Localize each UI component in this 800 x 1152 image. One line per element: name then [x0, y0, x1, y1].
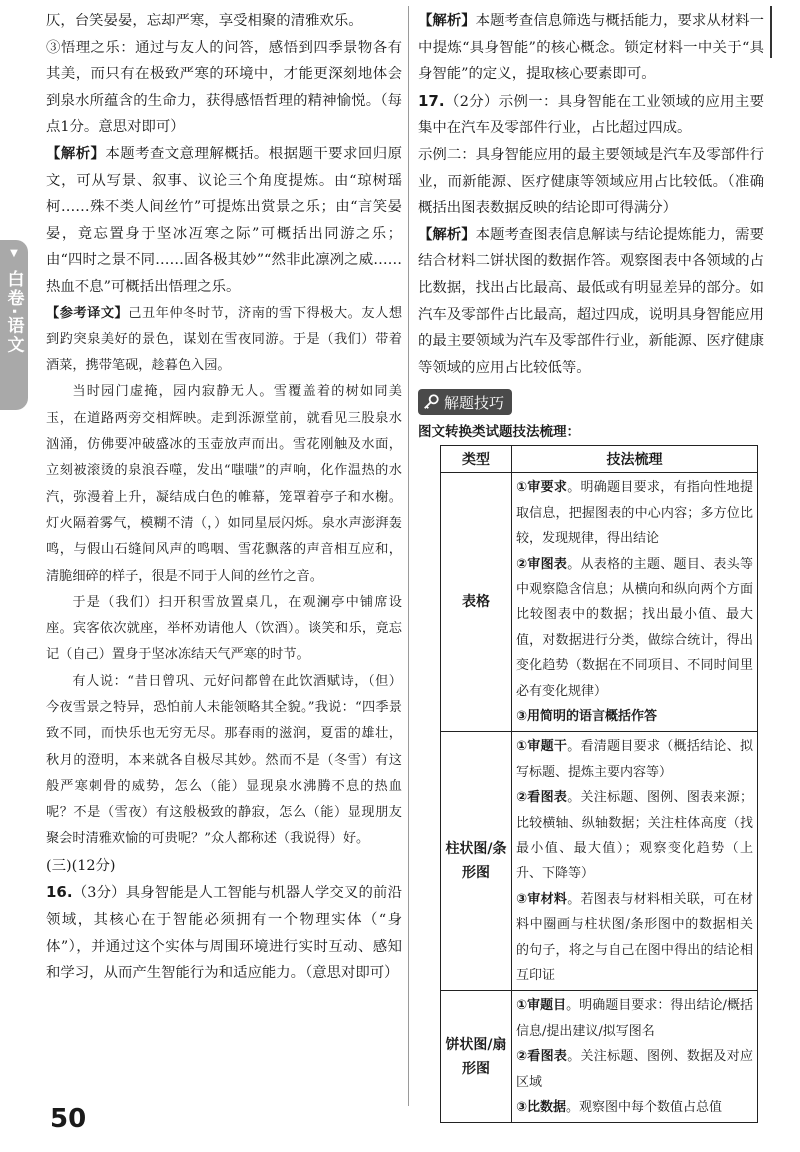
- left-column: [46, 8, 402, 987]
- question-number: 16.: [46, 883, 73, 902]
- table-title: 图文转换类试题技法梳理：: [418, 424, 580, 441]
- question-16-text: （3分）具身智能是人工智能与机器人学交叉的前沿领域，其核心在于智能必须拥有一个物理实体（“身体”），并通过这个实体与周围环境进行实时互动、感知和学习，从而产生智能行为和适应能力。（意思对即可）: [46, 885, 402, 982]
- row-item: [516, 1095, 753, 1120]
- item-key: ③用简明的语言概括作答: [516, 708, 658, 724]
- item-key: ③审材料: [516, 891, 568, 907]
- row-item: [516, 704, 753, 729]
- item-text: 。明确题目要求，有指向性地提取信息，把握图表的中心内容；多方位比较，发现规律，得出结论: [516, 480, 753, 547]
- key-icon: [422, 393, 440, 411]
- row-item: [516, 1044, 753, 1095]
- section-heading: (三)(12分): [46, 857, 116, 874]
- analysis-label: 【解析】: [418, 13, 476, 29]
- item-text: 。明确题目要求：得出结论/概括信息/提出建议/拟写图名: [516, 998, 753, 1039]
- question-number: 17.: [418, 91, 445, 110]
- analysis-15: [46, 141, 402, 301]
- tips-label: 解题技巧: [444, 393, 505, 412]
- translation-label: 【参考译文】: [46, 305, 129, 321]
- table-row: [441, 732, 758, 991]
- question-17-example-1: （2分）示例一：具身智能在工业领域的应用主要集中在汽车及零部件行业，占比超过四成。: [418, 93, 764, 137]
- table-row: [441, 991, 758, 1123]
- item-text: 。关注标题、图例、数据及对应区域: [516, 1049, 753, 1090]
- translation-paragraph: 有人说：“昔日曾巩、元好问都曾在此饮酒赋诗，（但）今夜雪景之特异，恐怕前人未能领略其全貌。”我说：“四季景致不同，而快乐也无穷无尽。那春雨的滋润，夏雷的雄壮，秋月的澄明，本来就各自极尽其妙。然而不是（冬雪）有这般严寒刺骨的威势，怎么（能）显现泉水沸腾不息的热血呢？不是（雪夜）有这般极致的静寂，怎么（能）显现朋友聚会时清雅欢愉的可贵呢？”众人都称述（我说得）好。: [46, 673, 402, 847]
- item-key: ③比数据: [516, 1100, 567, 1116]
- side-tab: [0, 240, 28, 410]
- translation-first: 己丑年仲冬时节，济南的雪下得极大。友人想到趵突泉美好的景色，谋划在雪夜同游。于是（我们）带着酒菜，携带笔砚，趁暮色入园。: [46, 305, 403, 374]
- analysis-17-text: 本题考查图表信息解读与结论提炼能力，需要结合材料二饼状图的数据作答。观察图表中各领域的占比数据，找出占比最高、最低或有明显差异的部分。如汽车及零部件占比最高，超过四成，说明具身智能应用的最主要领域为汽车及零部件行业，新能源、医疗健康等领域的应用占比较低等。: [418, 226, 764, 376]
- analysis-16: [418, 8, 764, 88]
- translation-paragraph: 当时园门虚掩，园内寂静无人。雪覆盖着的树如同美玉，在道路两旁交相辉映。走到泺源堂前，就看见三股泉水汹涌，仿佛要冲破盛冰的玉壶放声而出。雪花刚触及水面，立刻被滚烫的泉浪吞噬，发出“嗤嗤”的声响，化作温热的水汽，弥漫着上升，凝结成白色的帷幕，笼罩着亭子和水榭。灯火隔着雾气，模糊不清（，）如同星辰闪烁。泉水声澎湃轰鸣，与假山石缝间风声的鸣咽、雪花飘落的声音相互应和，清脆细碎的样子，很是不同于人间的丝竹之音。: [46, 384, 402, 584]
- row-item: [516, 552, 753, 704]
- row-content: [512, 991, 758, 1123]
- header-type: 类型: [441, 446, 512, 473]
- question-16: [46, 879, 402, 986]
- side-tab-arrow-icon: ▼: [10, 248, 18, 259]
- top-right-rule: [770, 6, 772, 58]
- question-17-example-2: 示例二：具身智能应用的最主要领域是汽车及零部件行业，而新能源、医疗健康等领域应用占比较低。（准确概括出图表数据反映的结论即可得满分）: [418, 146, 764, 217]
- item-key: ①审要求: [516, 480, 568, 496]
- translation-intro: [46, 301, 402, 380]
- analysis-label: 【解析】: [46, 145, 106, 162]
- item-key: ②看图表: [516, 1049, 568, 1065]
- tips-header: [418, 389, 764, 415]
- row-item: [516, 475, 753, 551]
- analysis-16-text: 本题考查信息筛选与概括能力，要求从材料一中提炼“具身智能”的核心概念。锁定材料一中关于“具身智能”的定义，提取核心要素即可。: [418, 13, 764, 83]
- techniques-table: [440, 445, 758, 1123]
- row-item: [516, 734, 753, 785]
- item-text: 。从表格的主题、题目、表头等中观察隐含信息；从横向和纵向两个方面比较图表中的数据；找出最小值、最大值，对数据进行分类，做综合统计，得出变化趋势（数据在不同项目、不同时间里必有变化规律）: [516, 556, 753, 699]
- item-text: 。观察图中每个数值占总值: [566, 1100, 723, 1116]
- question-17: [418, 88, 764, 142]
- header-technique: 技法梳理: [512, 446, 758, 473]
- row-type: 柱状图/条形图: [441, 732, 512, 991]
- side-tab-label: 白卷·语文: [3, 270, 24, 355]
- right-column: [418, 8, 764, 1123]
- row-content: [512, 732, 758, 991]
- row-item: [516, 887, 753, 989]
- analysis-text: 本题考查文意理解概括。根据题干要求回归原文，可从写景、叙事、议论三个角度提炼。由“琼树瑶柯……殊不类人间丝竹”可提炼出赏景之乐；由“言笑晏晏，竟忘置身于坚冰冱寒之际”可概括出同游之乐；由“四时之景不同……固各极其妙”“然非此凛冽之威……热血不息”可概括出悟理之乐。: [46, 145, 402, 295]
- row-type: 饼状图/扇形图: [441, 991, 512, 1123]
- analysis-17: [418, 222, 764, 382]
- row-content: [512, 473, 758, 732]
- tips-badge: [418, 389, 512, 415]
- item-text: 。看清题目要求（概括结论、拟写标题、提炼主要内容等）: [516, 739, 753, 780]
- item-key: ①审题干: [516, 739, 568, 755]
- column-divider: [408, 6, 409, 1106]
- answer-line: 仄，台笑晏晏，忘却严寒，享受相聚的清雅欢乐。: [46, 13, 363, 29]
- table-header-row: [441, 446, 758, 473]
- row-item: [516, 993, 753, 1044]
- translation-paragraph: 于是（我们）扫开积雪放置桌几，在观澜亭中铺席设座。宾客依次就座，举杯劝请他人（饮酒）。谈笑和乐，竟忘记（自己）置身于坚冰冻结天气严寒的时节。: [46, 594, 402, 663]
- table-row: [441, 473, 758, 732]
- analysis-label: 【解析】: [418, 226, 476, 243]
- item-key: ②看图表: [516, 790, 568, 806]
- item-key: ②审图表: [516, 556, 568, 572]
- row-type: 表格: [441, 473, 512, 732]
- item-text: 。若图表与材料相关联，可在材料中圈画与柱状图/条形图中的数据相关的句子，将之与自己在图中得出的结论相互印证: [516, 891, 753, 984]
- row-item: [516, 785, 753, 887]
- answer-point-3: ③悟理之乐：通过与友人的问答，感悟到四季景物各有其美，而只有在极致严寒的环境中，才能更深刻地体会到泉水所蕴含的生命力，获得感悟哲理的精神愉悦。（每点1分。意思对即可）: [46, 39, 402, 136]
- item-text: 。关注标题、图例、图表来源；比较横轴、纵轴数据；关注柱体高度（找最小值、最大值）；观察变化趋势（上升、下降等）: [516, 790, 753, 882]
- item-key: ①审题目: [516, 998, 567, 1014]
- page-number: 50: [50, 1104, 87, 1134]
